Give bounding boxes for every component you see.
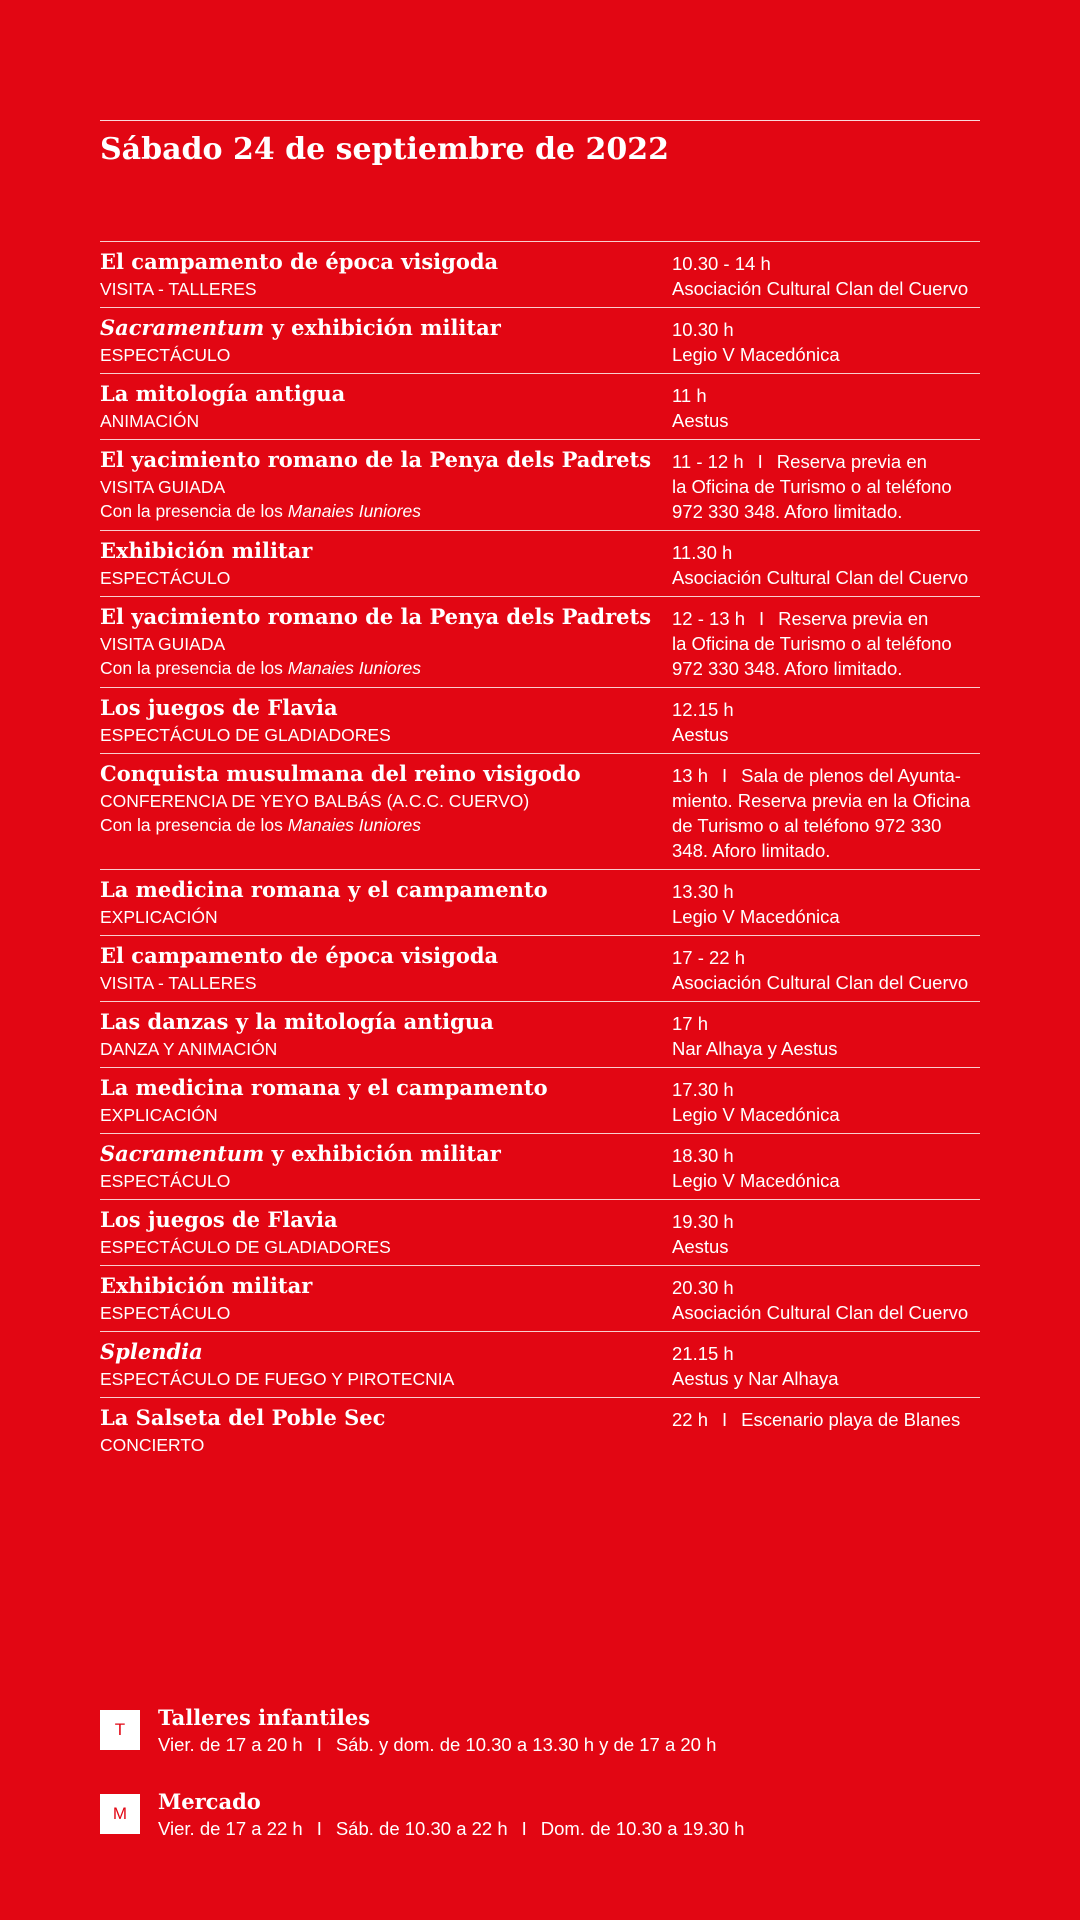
event-title <box>100 1007 672 1037</box>
event-details <box>100 1337 672 1391</box>
event-row <box>100 753 980 869</box>
event-place: Aestus <box>672 1236 729 1257</box>
event-time: 19.30 h <box>672 1211 734 1232</box>
event-row <box>100 1067 980 1133</box>
event-time: 20.30 h <box>672 1277 734 1298</box>
event-place: Legio V Macedónica <box>672 906 840 927</box>
event-row <box>100 596 980 687</box>
legend-hours-item: Vier. de 17 a 20 h <box>158 1734 303 1755</box>
event-title <box>100 379 672 409</box>
event-category: VISITA - TALLERES <box>100 973 257 993</box>
legend-hours <box>158 1732 716 1758</box>
event-time-place <box>672 536 980 590</box>
event-note-text: Con la presencia de los <box>100 658 288 678</box>
event-note-text: Con la presencia de los <box>100 815 288 835</box>
separator: I <box>722 765 728 786</box>
event-note-emphasis: Manaies Iuniores <box>287 501 422 521</box>
event-info: Sala de plenos del Ayunta- <box>741 765 961 786</box>
event-title <box>100 602 672 632</box>
event-time: 18.30 h <box>672 1145 734 1166</box>
event-title <box>100 1139 672 1169</box>
event-title <box>100 875 672 905</box>
event-title <box>100 313 672 343</box>
event-title <box>100 1073 672 1103</box>
event-time-place <box>672 1007 980 1061</box>
event-row <box>100 869 980 935</box>
event-time: 17 h <box>672 1013 709 1034</box>
event-place: Asociación Cultural Clan del Cuervo <box>672 1302 969 1323</box>
event-title <box>100 941 672 971</box>
event-note <box>100 813 672 837</box>
event-time-line <box>672 1341 980 1366</box>
event-time-line <box>672 606 980 631</box>
event-time-place <box>672 1271 980 1325</box>
event-time-line <box>672 449 980 474</box>
event-row <box>100 687 980 753</box>
event-details <box>100 875 672 929</box>
event-title-emphasis: Sacramentum <box>100 1141 265 1166</box>
event-time-place <box>672 1403 980 1457</box>
event-category: ESPECTÁCULO <box>100 1303 231 1323</box>
event-time-line <box>672 1407 980 1432</box>
page-title: Sábado 24 de septiembre de 2022 <box>100 132 670 167</box>
legend-text <box>158 1704 716 1758</box>
event-category: EXPLICACIÓN <box>100 907 218 927</box>
event-title-emphasis: Splendia <box>100 1339 203 1364</box>
event-time: 17 - 22 h <box>672 947 746 968</box>
event-title-text: Exhibición militar <box>100 1273 313 1298</box>
event-details <box>100 1403 672 1457</box>
event-time: 11.30 h <box>672 542 733 563</box>
event-title-text: La medicina romana y el campamento <box>100 877 548 902</box>
event-title-text: El campamento de época visigoda <box>100 943 499 968</box>
event-note-text: Con la presencia de los <box>100 501 288 521</box>
event-title <box>100 247 672 277</box>
event-time-place <box>672 379 980 433</box>
event-category: DANZA Y ANIMACIÓN <box>100 1039 278 1059</box>
event-time: 21.15 h <box>672 1343 734 1364</box>
event-time-line <box>672 1011 980 1036</box>
event-title-text: y exhibición militar <box>264 1141 501 1166</box>
event-time-line <box>672 763 980 788</box>
event-category: ESPECTÁCULO <box>100 345 231 365</box>
event-time: 13 h <box>672 765 709 786</box>
event-title-emphasis: Sacramentum <box>100 315 265 340</box>
event-time-place <box>672 247 980 301</box>
event-row <box>100 1331 980 1397</box>
event-title <box>100 759 672 789</box>
separator: I <box>759 608 765 629</box>
event-time: 12.15 h <box>672 699 734 720</box>
event-details <box>100 445 672 524</box>
event-time-place <box>672 1073 980 1127</box>
event-title-text: Conquista musulmana del reino visigodo <box>100 761 581 786</box>
event-details <box>100 602 672 681</box>
event-time-line <box>672 1275 980 1300</box>
event-time-place <box>672 759 980 863</box>
event-time-place <box>672 1139 980 1193</box>
event-time-place <box>672 602 980 681</box>
event-title <box>100 536 672 566</box>
event-category: ESPECTÁCULO <box>100 1171 231 1191</box>
event-place: Aestus <box>672 724 729 745</box>
event-time: 10.30 h <box>672 319 734 340</box>
event-place: Legio V Macedónica <box>672 344 840 365</box>
event-time: 12 - 13 h <box>672 608 746 629</box>
event-place: Aestus <box>672 410 729 431</box>
event-details <box>100 1073 672 1127</box>
event-category: ESPECTÁCULO DE FUEGO Y PIROTECNIA <box>100 1369 455 1389</box>
legend-badge: M <box>100 1794 140 1834</box>
event-row <box>100 1133 980 1199</box>
event-category: ESPECTÁCULO DE GLADIADORES <box>100 1237 391 1257</box>
event-row <box>100 373 980 439</box>
top-rule <box>100 120 980 121</box>
event-time-line <box>672 383 980 408</box>
event-row <box>100 530 980 596</box>
event-category: ESPECTÁCULO DE GLADIADORES <box>100 725 391 745</box>
separator: I <box>316 1734 322 1755</box>
event-time-line <box>672 251 980 276</box>
event-row <box>100 439 980 530</box>
legend-hours-item: Dom. de 10.30 a 19.30 h <box>540 1818 745 1839</box>
event-time: 22 h <box>672 1409 709 1430</box>
event-row <box>100 1397 980 1463</box>
event-details <box>100 313 672 367</box>
event-note <box>100 656 672 680</box>
event-title-text: El campamento de época visigoda <box>100 249 499 274</box>
event-row <box>100 1265 980 1331</box>
event-category: EXPLICACIÓN <box>100 1105 218 1125</box>
event-details <box>100 1205 672 1259</box>
event-details <box>100 1139 672 1193</box>
event-time: 10.30 - 14 h <box>672 253 771 274</box>
event-category: ESPECTÁCULO <box>100 568 231 588</box>
event-title-text: y exhibición militar <box>264 315 501 340</box>
event-details <box>100 379 672 433</box>
event-title-text: El yacimiento romano de la Penya dels Padrets <box>100 604 652 629</box>
event-title-text: La medicina romana y el campamento <box>100 1075 548 1100</box>
event-time-place <box>672 875 980 929</box>
event-category: VISITA GUIADA <box>100 477 226 497</box>
event-time-place <box>672 941 980 995</box>
event-time-line <box>672 1209 980 1234</box>
event-details <box>100 1007 672 1061</box>
event-details <box>100 536 672 590</box>
event-title <box>100 1271 672 1301</box>
event-time-line <box>672 1077 980 1102</box>
event-info: Reserva previa en <box>778 608 929 629</box>
event-title-text: El yacimiento romano de la Penya dels Padrets <box>100 447 652 472</box>
separator: I <box>757 451 763 472</box>
event-note-emphasis: Manaies Iuniores <box>287 815 422 835</box>
event-title <box>100 445 672 475</box>
event-place: Legio V Macedónica <box>672 1104 840 1125</box>
legend-hours-item: Sáb. de 10.30 a 22 h <box>335 1818 508 1839</box>
event-place: Asociación Cultural Clan del Cuervo <box>672 278 969 299</box>
event-title <box>100 693 672 723</box>
event-time-line <box>672 540 980 565</box>
event-time: 11 - 12 h <box>672 451 744 472</box>
legend-hours-item: Vier. de 17 a 22 h <box>158 1818 303 1839</box>
event-time-place <box>672 1337 980 1391</box>
event-place: Legio V Macedónica <box>672 1170 840 1191</box>
event-place: la Oficina de Turismo o al teléfono 972 330 348. Aforo limitado. <box>672 633 952 679</box>
event-title-text: Los juegos de Flavia <box>100 695 338 720</box>
event-title-text: Exhibición militar <box>100 538 313 563</box>
event-title-text: Las danzas y la mitología antigua <box>100 1009 494 1034</box>
event-row <box>100 1001 980 1067</box>
legend-hours <box>158 1816 744 1842</box>
event-title-text: La mitología antigua <box>100 381 346 406</box>
event-time-line <box>672 697 980 722</box>
event-time: 11 h <box>672 385 707 406</box>
event-row <box>100 935 980 1001</box>
event-category: CONCIERTO <box>100 1435 205 1455</box>
event-place: la Oficina de Turismo o al teléfono 972 330 348. Aforo limitado. <box>672 476 952 522</box>
event-time-place <box>672 1205 980 1259</box>
event-details <box>100 759 672 863</box>
event-info: Escenario playa de Blanes <box>741 1409 961 1430</box>
event-category: CONFERENCIA DE YEYO BALBÁS (A.C.C. CUERVO) <box>100 791 530 811</box>
event-category: VISITA GUIADA <box>100 634 226 654</box>
event-place: Aestus y Nar Alhaya <box>672 1368 839 1389</box>
event-time-place <box>672 313 980 367</box>
event-time-place <box>672 445 980 524</box>
event-time: 17.30 h <box>672 1079 734 1100</box>
event-time-line <box>672 1143 980 1168</box>
event-details <box>100 1271 672 1325</box>
event-category: VISITA - TALLERES <box>100 279 257 299</box>
event-row <box>100 1199 980 1265</box>
event-details <box>100 693 672 747</box>
event-row <box>100 241 980 307</box>
event-title <box>100 1205 672 1235</box>
event-note-emphasis: Manaies Iuniores <box>287 658 422 678</box>
legend-title: Talleres infantiles <box>158 1705 371 1730</box>
event-category: ANIMACIÓN <box>100 411 200 431</box>
separator: I <box>521 1818 527 1839</box>
event-place: Asociación Cultural Clan del Cuervo <box>672 972 969 993</box>
event-place: Nar Alhaya y Aestus <box>672 1038 838 1059</box>
event-place: Asociación Cultural Clan del Cuervo <box>672 567 969 588</box>
event-place: miento. Reserva previa en la Oficina de Turismo o al teléfono 972 330 348. Aforo limitado. <box>672 790 971 861</box>
separator: I <box>316 1818 322 1839</box>
legend-badge: T <box>100 1710 140 1750</box>
event-details <box>100 941 672 995</box>
event-time: 13.30 h <box>672 881 734 902</box>
legend <box>100 1704 980 1872</box>
separator: I <box>722 1409 728 1430</box>
event-title-text: Los juegos de Flavia <box>100 1207 338 1232</box>
event-title-text: La Salseta del Poble Sec <box>100 1405 386 1430</box>
legend-item <box>100 1788 980 1872</box>
event-title <box>100 1337 672 1367</box>
legend-hours-item: Sáb. y dom. de 10.30 a 13.30 h y de 17 a 20 h <box>335 1734 717 1755</box>
event-list <box>100 241 980 1463</box>
legend-item <box>100 1704 980 1788</box>
event-info: Reserva previa en <box>776 451 927 472</box>
schedule-page <box>100 120 980 1463</box>
event-time-line <box>672 317 980 342</box>
event-time-line <box>672 945 980 970</box>
legend-text <box>158 1788 744 1842</box>
legend-title: Mercado <box>158 1789 261 1814</box>
event-row <box>100 307 980 373</box>
event-time-place <box>672 693 980 747</box>
event-details <box>100 247 672 301</box>
event-title <box>100 1403 672 1433</box>
event-time-line <box>672 879 980 904</box>
event-note <box>100 499 672 523</box>
